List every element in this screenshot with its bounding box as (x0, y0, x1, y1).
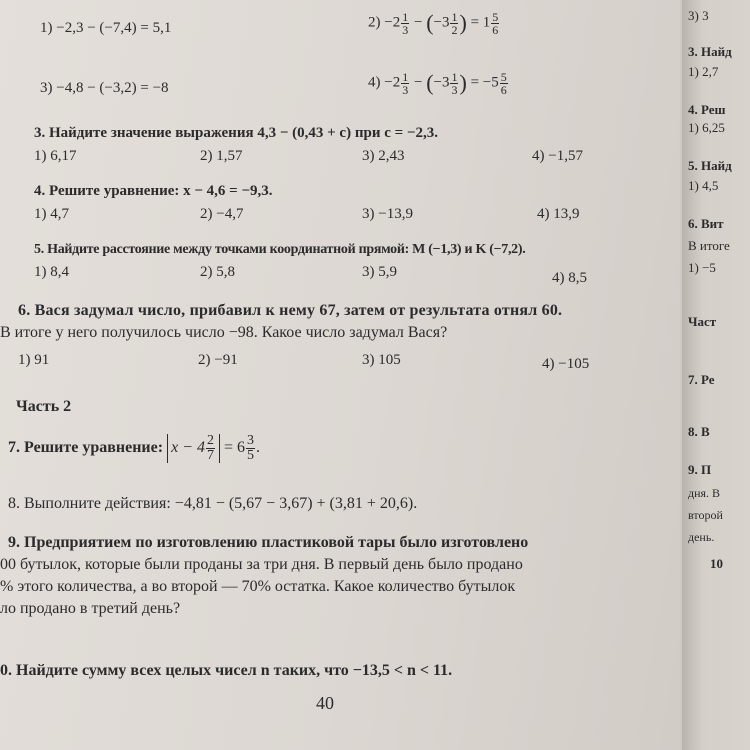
right-page-line-2: 3. Найд (688, 44, 732, 59)
item-1: 1) −2,3 − (−7,4) = 5,1 (40, 20, 172, 36)
right-page-line-12: 7. Ре (688, 372, 715, 387)
question-4: 4. Решите уравнение: x − 4,6 = −9,3. (34, 183, 273, 199)
right-page-line-8: 6. Вит (688, 216, 724, 231)
right-page-line-16: второй (688, 508, 723, 522)
question-9-line-2: 00 бутылок, которые были проданы за три дня. В первый день было продано (0, 556, 523, 573)
question-3: 3. Найдите значение выражения 4,3 − (0,43 + c) при c = −2,3. (34, 125, 438, 141)
q4-answer-3: 3) −13,9 (362, 206, 413, 222)
question-8: 8. Выполните действия: −4,81 − (5,67 − 3,67) + (3,81 + 20,6). (8, 495, 418, 512)
item-2: 2) −2 $\frac{1}{3}$ − (−3 $\frac{1}{2}$ ) = 1 $\frac{5}{6}$ (368, 9, 499, 37)
q5-answer-4: 4) 8,5 (552, 270, 587, 286)
right-page-line-6: 5. Найд (688, 158, 732, 173)
right-page-line-13: 8. В (688, 424, 710, 439)
q3-answer-3: 3) 2,43 (362, 148, 405, 164)
right-page-line-1: 3) 3 (688, 8, 709, 23)
question-7: 7. Решите уравнение: x − 4 $\frac{2}{7}$ = 6 $\frac{3}{5}$ . (8, 433, 261, 463)
question-6-line-2: В итоге у него получилось число −98. Какое число задумал Вася? (0, 324, 448, 341)
q4-answer-2: 2) −4,7 (200, 206, 244, 222)
right-page-line-17: день. (688, 530, 715, 544)
right-page-line-15: дня. В (688, 486, 721, 500)
question-10: 0. Найдите сумму всех целых чисел n таких, что −13,5 < n < 11. (0, 662, 453, 679)
q3-answer-4: 4) −1,57 (532, 148, 583, 164)
question-6-line-1: 6. Вася задумал число, прибавил к нему 67, затем от результата отнял 60. (18, 302, 563, 319)
q5-answer-3: 3) 5,9 (362, 264, 397, 280)
right-page-line-18: 10 (710, 556, 723, 571)
q4-answer-4: 4) 13,9 (537, 206, 580, 222)
question-5: 5. Найдите расстояние между точками координатной прямой: M (−1,3) и K (−7,2). (34, 242, 526, 257)
part-2-heading: Часть 2 (16, 398, 72, 415)
q6-answer-2: 2) −91 (198, 352, 238, 368)
right-page-line-3: 1) 2,7 (688, 64, 719, 79)
question-9-line-1: 9. Предприятием по изготовлению пластиковой тары было изготовлено (8, 534, 529, 551)
q3-answer-2: 2) 1,57 (200, 148, 243, 164)
right-page-line-5: 1) 6,25 (688, 120, 725, 135)
page-number: 40 (316, 693, 334, 713)
q4-answer-1: 1) 4,7 (34, 206, 69, 222)
right-page-line-4: 4. Реш (688, 102, 726, 117)
question-9-line-3: % этого количества, а во второй — 70% остатка. Какое количество бутылок (0, 578, 516, 595)
q6-answer-1: 1) 91 (18, 352, 50, 368)
textbook-page-right-edge (682, 0, 750, 750)
right-page-line-11: Част (688, 314, 717, 329)
right-page-line-10: 1) −5 (688, 260, 716, 275)
item-4: 4) −2 $\frac{1}{3}$ − (−3 $\frac{1}{3}$ ) = −5 $\frac{5}{6}$ (368, 69, 507, 97)
q6-answer-4: 4) −105 (542, 356, 590, 372)
right-page-line-9: В итоге (688, 238, 730, 253)
q5-answer-1: 1) 8,4 (34, 264, 69, 280)
q5-answer-2: 2) 5,8 (200, 264, 235, 280)
right-page-line-7: 1) 4,5 (688, 178, 719, 193)
right-page-line-14: 9. П (688, 462, 712, 477)
q6-answer-3: 3) 105 (362, 352, 401, 368)
item-3: 3) −4,8 − (−3,2) = −8 (40, 80, 169, 96)
question-9-line-4: ло продано в третий день? (0, 600, 181, 617)
q3-answer-1: 1) 6,17 (34, 148, 77, 164)
